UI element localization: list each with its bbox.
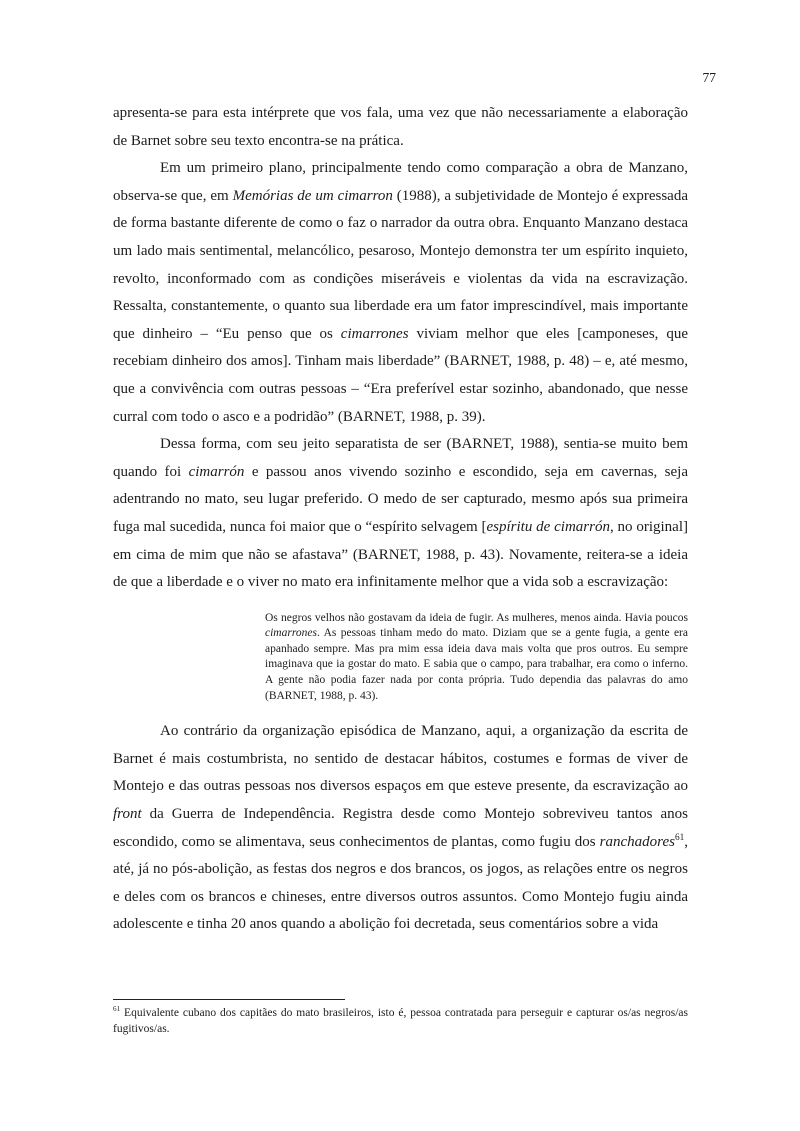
page-body [113,100,688,939]
page-number: 77 [702,70,716,85]
paragraph-comparison-manzano: Em um primeiro plano, principalmente tendo como comparação a obra de Manzano, observa-se que, em Memórias de um cimarron (1988), a subjetividade de Montejo é expressada de forma bastante diferente de como o faz o narrador da outra obra. Enquanto Manzano destaca um lado mais sentimental, melancólico, pesaroso, Montejo demonstra ter um espírito inquieto, revolto, inconformado com as condições miseráveis e violentas da vida na escravização. Ressalta, constantemente, o quanto sua liberdade era um fator imprescindível, mais importante que dinheiro – “Eu penso que os cimarrones viviam melhor que eles [camponeses, que recebiam dinheiro dos amos]. Tinham mais liberdade” (BARNET, 1988, p. 48) – e, até mesmo, que a convivência com outras pessoas – “Era preferível estar sozinho, abandonado, que nesse curral com todo o asco e a podridão” (BARNET, 1988, p. 39). [113,160,689,425]
paragraph-costumbrista: Ao contrário da organização episódica de Manzano, aqui, a organização da escrita de Barnet é mais costumbrista, no sentido de destacar hábitos, costumes e formas de viver de Montejo e das outras pessoas nos diversos espaços em que esteve presente, da escravização ao front da Guerra de Independência. Registra desde como Montejo sobreviveu tantos anos escondido, como se alimentava, seus conhecimentos de plantas, como fugiu dos ranchadores$^{61}$, até, já no pós-abolição, as festas dos negros e dos brancos, os jogos, as relações entre os negros e deles com os brancos e chineses, entre diversos outros assuntos. Como Montejo fugiu ainda adolescente e tinha 20 anos quando a abolição foi decretada, seus comentários sobre a vida [113,723,688,933]
footnote-area [113,999,688,1037]
footnote-61: $^{61}$ Equivalente cubano dos capitães do mato brasileiros, isto é, pessoa contratada para perseguir e capturar os/as negros/as fugitivos/as. [113,1005,688,1035]
paragraph-continuation: apresenta-se para esta intérprete que vos fala, uma vez que não necessariamente a elaboração de Barnet sobre seu texto encontra-se na prática. [113,105,688,149]
footnote-divider [113,999,345,1000]
block-quote-barnet: Os negros velhos não gostavam da ideia de fugir. As mulheres, menos ainda. Havia poucos cimarrones. As pessoas tinham medo do mato. Diziam que se a gente fugia, a gente era apanhado sempre. Mas pra mim essa ideia dava mais volta que pros outros. Eu sempre imaginava que ia gostar do mato. E sabia que o campo, para trabalhar, era como o inferno. A gente não podia fazer nada por conta própria. Tudo dependia das palavras do amo (BARNET, 1988, p. 43). [265,611,688,702]
paragraph-cimarron-life: Dessa forma, com seu jeito separatista de ser (BARNET, 1988), sentia-se muito bem quando foi cimarrón e passou anos vivendo sozinho e escondido, seja em cavernas, seja adentrando no mato, seu lugar preferido. O medo de ser capturado, mesmo após sua primeira fuga mal sucedida, nunca foi maior que o “espírito selvagem [espíritu de cimarrón, no original] em cima de mim que não se afastava” (BARNET, 1988, p. 43). Novamente, reitera-se a ideia de que a liberdade e o viver no mato era infinitamente melhor que a vida sob a escravização: [113,436,688,591]
